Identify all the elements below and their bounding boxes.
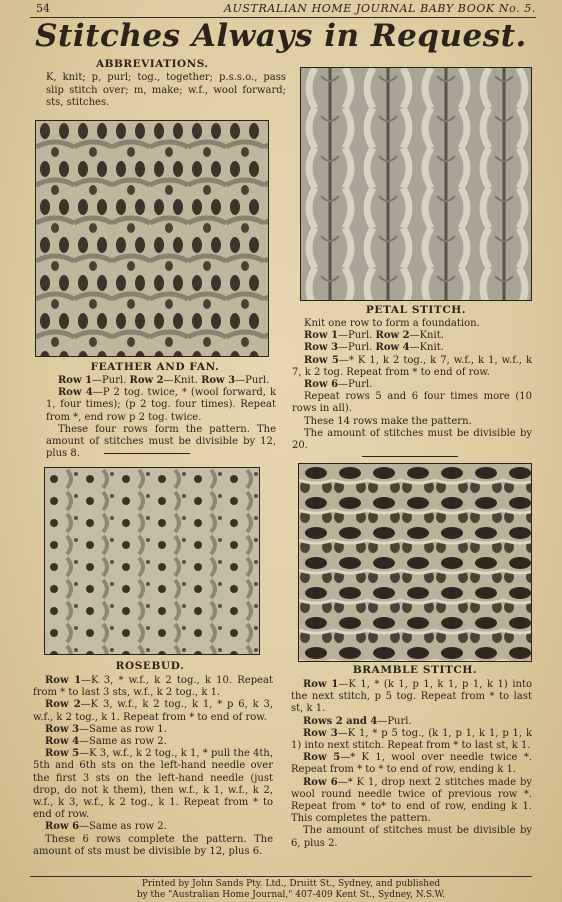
- petal-stitch-heading: PETAL STITCH.: [365, 304, 467, 316]
- page-header: [36, 2, 536, 18]
- bramble-stitch-heading: BRAMBLE STITCH.: [352, 664, 478, 676]
- petal-stitch-text: Knit one row to form a foundation. Row 1—Purl. Row 2—Knit. Row 3—Purl. Row 4—Knit. Row 5—* K 1, k 2 tog., k 7, w.f., k 1, w.f., k 7, k 2 tog. Repeat from * to end of row. Row 6—Purl. Repeat rows 5 and 6 four times more (10 rows in all). These 14 rows make the pattern. The amount of stitches must be divisible by 20.: [292, 318, 533, 452]
- abbreviations-heading: ABBREVIATIONS.: [96, 58, 209, 70]
- section-divider: [362, 456, 458, 457]
- rosebud-photo: [44, 467, 260, 655]
- footer-line-2: by the "Australian Home Journal," 407-409 Kent St., Sydney, N.S.W.: [136, 889, 446, 900]
- petal-stitch-photo: [300, 67, 532, 301]
- feather-and-fan-photo: [35, 120, 269, 357]
- rosebud-text: Row 1—K 3, * w.f., k 2 tog., k 10. Repeat from * to last 3 sts, w.f., k 2 tog., k 1. Row 2—K 3, w.f., k 2 tog., k 1, * p 6, k 3, w.f., k 2 tog., k 1. Repeat from * to end of row. Row 3—Same as row 1. Row 4—Same as row 2. Row 5—K 3, w.f., k 2 tog., k 1, * pull the 4th, 5th and 6th sts on the left-hand needle over the first 3 sts on the left-hand needle (just drop, do not k them), then w.f., k 1, w.f., k 2, w.f., k 3, w.f., k 2 tog., k 1. Repeat from * to end of row. Row 6—Same as row 2. These 6 rows complete the pattern. The amount of sts must be divisible by 12, plus 6.: [33, 675, 274, 857]
- footer-rule: [30, 876, 532, 877]
- section-divider: [104, 453, 190, 454]
- page-number: 54: [36, 2, 50, 15]
- printer-footer: [60, 879, 522, 900]
- feather-and-fan-heading: FEATHER AND FAN.: [90, 361, 220, 373]
- bramble-stitch-text: Row 1—K 1, * (k 1, p 1, k 1, p 1, k 1) into the next stitch, p 5 tog. Repeat from * to last st, k 1. Rows 2 and 4—Purl. Row 3—K 1, * p 5 tog., (k 1, p 1, k 1, p 1, k 1) into next stitch. Repeat from * to last st, k 1. Row 5—* K 1, wool over needle twice *. Repeat from * to * to end of row, ending k 1. Row 6—* K 1, drop next 2 stitches made by wool round needle twice of previous row *. Repeat from * to* to end of row, ending k 1. This completes the pattern. The amount of stitches must be divisible by 6, plus 2.: [291, 679, 533, 849]
- footer-line-1: Printed by John Sands Pty. Ltd., Druitt St., Sydney, and published: [141, 879, 441, 889]
- journal-title: AUSTRALIAN HOME JOURNAL BABY BOOK No. 5.: [223, 2, 536, 15]
- rosebud-heading: ROSEBUD.: [115, 660, 185, 672]
- page-title: Stitches Always in Request.: [35, 18, 527, 54]
- abbreviations-text: K, knit; p, purl; tog., together; p.s.s.o., pass slip stitch over; m, make; w.f., wool forward; sts, stitches.: [46, 72, 286, 108]
- bramble-stitch-photo: [298, 463, 532, 662]
- feather-and-fan-text: Row 1—Purl. Row 2—Knit. Row 3—Purl. Row 4—P 2 tog. twice, * (wool forward, k 1, four times); (p 2 tog. four times). Repeat from *, end row p 2 tog. twice. These four rows form the pattern. The amount of stitches must be divisible by 12, plus 8.: [46, 375, 276, 460]
